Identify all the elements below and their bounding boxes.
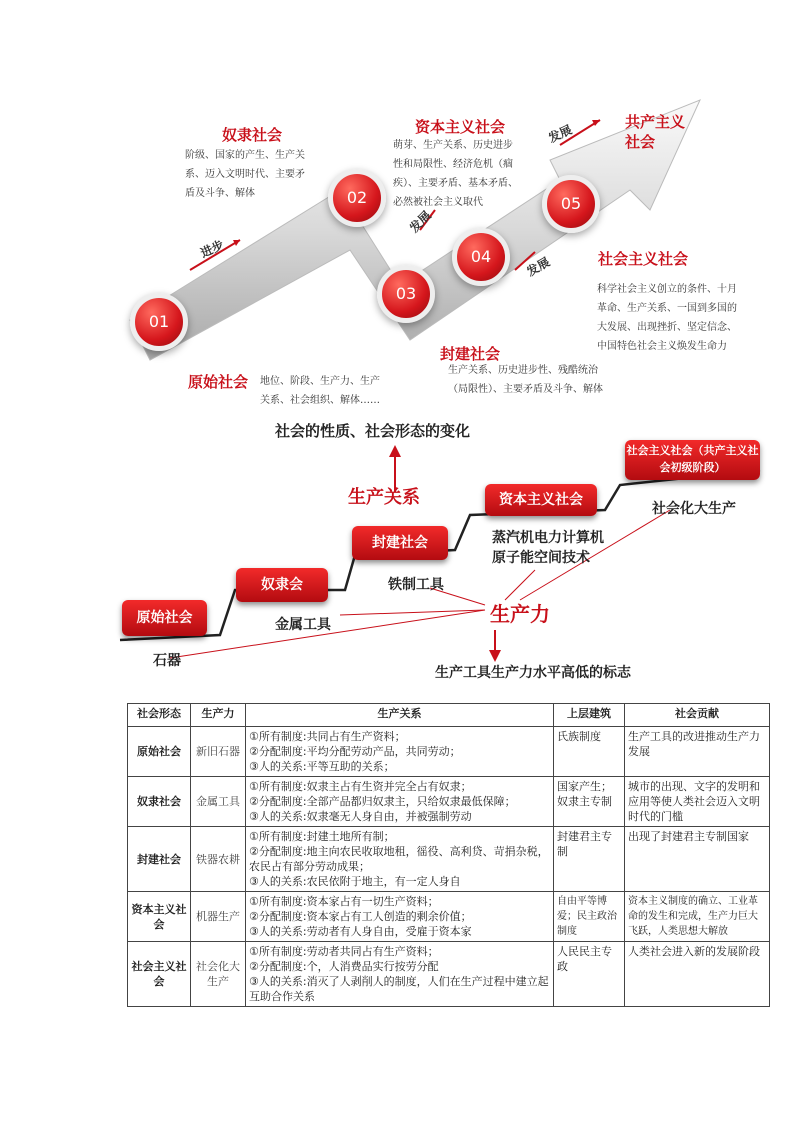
form-cell: 社会主义社会 [128,942,191,1007]
force-cell: 社会化大生产 [191,942,246,1007]
relations-cell: ①所有制度:封建土地所有制； ②分配制度:地主向农民收取地租，徭役、高利贷、苛捐杂税，农民占有部分劳动成果； ③人的关系:农民依附于地主，有一定人身自 [246,827,554,892]
superstructure-cell: 自由平等博爱；民主政治制度 [554,892,625,942]
stage-name-primitive: 原始社会 [188,373,249,391]
contribution-cell: 人类社会进入新的发展阶段 [625,942,770,1007]
header-superstructure: 上层建筑 [554,704,625,727]
superstructure-cell: 氏族制度 [554,727,625,777]
stage-circle-02: 02 [328,169,386,227]
step-socialist: 社会主义社会（共产主义社会初级阶段） [625,440,760,480]
develop-label-2: 发展 [406,208,434,236]
stage-circle-01: 01 [130,293,188,351]
superstructure-cell: 国家产生；奴隶主专制 [554,777,625,827]
force-cell: 金属工具 [191,777,246,827]
tool-steam-electric: 蒸汽机电力计算机 [492,530,604,546]
stage-desc-primitive: 地位、阶段、生产力、生产 关系、社会组织、解体…… [260,376,380,406]
society-forms-table [127,703,770,1007]
stage-name-socialist: 社会主义社会 [598,250,689,268]
society-change-text: 社会的性质、社会形态的变化 [275,422,471,440]
header-force: 生产力 [191,704,246,727]
stage-circle-03: 03 [377,265,435,323]
form-cell: 封建社会 [128,827,191,892]
header-form: 社会形态 [128,704,191,727]
relations-cell: ①所有制度:共同占有生产资料； ②分配制度:平均分配劳动产品，共同劳动； ③人的关系:平等互助的关系； [246,727,554,777]
tool-socialized: 社会化大生产 [652,501,736,517]
force-cell: 机器生产 [191,892,246,942]
stage-circle-05: 05 [542,175,600,233]
stage-desc-capitalist: 萌芽、生产关系、历史进步 性和局限性、经济危机（痼 疾）、主要矛盾、基本矛盾、 必然被社会主义取代 [393,140,518,208]
step-primitive: 原始社会 [122,600,207,636]
stage-circle-04: 04 [452,228,510,286]
superstructure-cell: 人民民主专政 [554,942,625,1007]
productive-forces-label: 生产力 [490,602,550,626]
table-row [128,942,770,1007]
step-feudal: 封建社会 [352,526,448,560]
header-contribution: 社会贡献 [625,704,770,727]
relations-cell: ①所有制度:资本家占有一切生产资料； ②分配制度:资本家占有工人创造的剩余价值； ③人的关系:劳动者有人身自由，受雇于资本家 [246,892,554,942]
step-slave: 奴隶会 [236,568,328,602]
relations-cell: ①所有制度:奴隶主占有生资并完全占有奴隶； ②分配制度:全部产品都归奴隶主，只给奴隶最低保障； ③人的关系:奴隶毫无人身自由，并被强制劳动 [246,777,554,827]
table-header-row [128,704,770,727]
stage-name-feudal: 封建社会 [440,345,501,363]
table-row [128,777,770,827]
stage-desc-slave: 阶级、国家的产生、生产关 系、迈入文明时代、主要矛 盾及斗争、解体 [185,150,305,199]
progress-label: 进步 [198,237,227,261]
tool-stone: 石器 [153,653,181,669]
communist-society-label: 共产主义社会 [625,113,686,151]
contribution-cell: 生产工具的改进推动生产力发展 [625,727,770,777]
tool-metal: 金属工具 [275,617,331,633]
form-cell: 资本主义社会 [128,892,191,942]
contribution-cell: 出现了封建君主专制国家 [625,827,770,892]
relations-cell: ①所有制度:劳动者共同占有生产资料； ②分配制度:个，人消费品实行按劳分配 ③人的关系:消灭了人剥削人的制度，人们在生产过程中建立起互助合作关系 [246,942,554,1007]
tool-indicator-text: 生产工具生产力水平高低的标志 [435,665,631,681]
table-row [128,827,770,892]
step-capitalist: 资本主义社会 [485,484,597,516]
table-row [128,892,770,942]
develop-label-3: 发展 [524,254,553,279]
relations-of-production-label: 生产关系 [348,487,420,508]
form-cell: 原始社会 [128,727,191,777]
force-cell: 新旧石器 [191,727,246,777]
stage-desc-feudal: 生产关系、历史进步性、残酷统治 （局限性）、主要矛盾及斗争、解体 [448,365,603,395]
tool-atomic-space: 原子能空间技术 [492,550,590,566]
develop-label-1: 发展 [546,122,575,146]
force-cell: 铁器农耕 [191,827,246,892]
contribution-cell: 城市的出现、文字的发明和应用等使人类社会迈入文明时代的门槛 [625,777,770,827]
contribution-cell: 资本主义制度的确立、工业革命的发生和完成，生产力巨大飞跃，人类思想大解放 [625,892,770,942]
form-cell: 奴隶社会 [128,777,191,827]
superstructure-cell: 封建君主专制 [554,827,625,892]
table-row [128,727,770,777]
stage-name-slave: 奴隶社会 [222,126,283,144]
tool-iron: 铁制工具 [388,577,444,593]
header-relations: 生产关系 [246,704,554,727]
stage-desc-socialist: 科学社会主义创立的条件、十月 革命、生产关系、一国到多国的 大发展、出现挫折、坚定信念、 中国特色社会主义焕发生命力 [597,284,737,352]
stage-name-capitalist: 资本主义社会 [415,118,506,136]
